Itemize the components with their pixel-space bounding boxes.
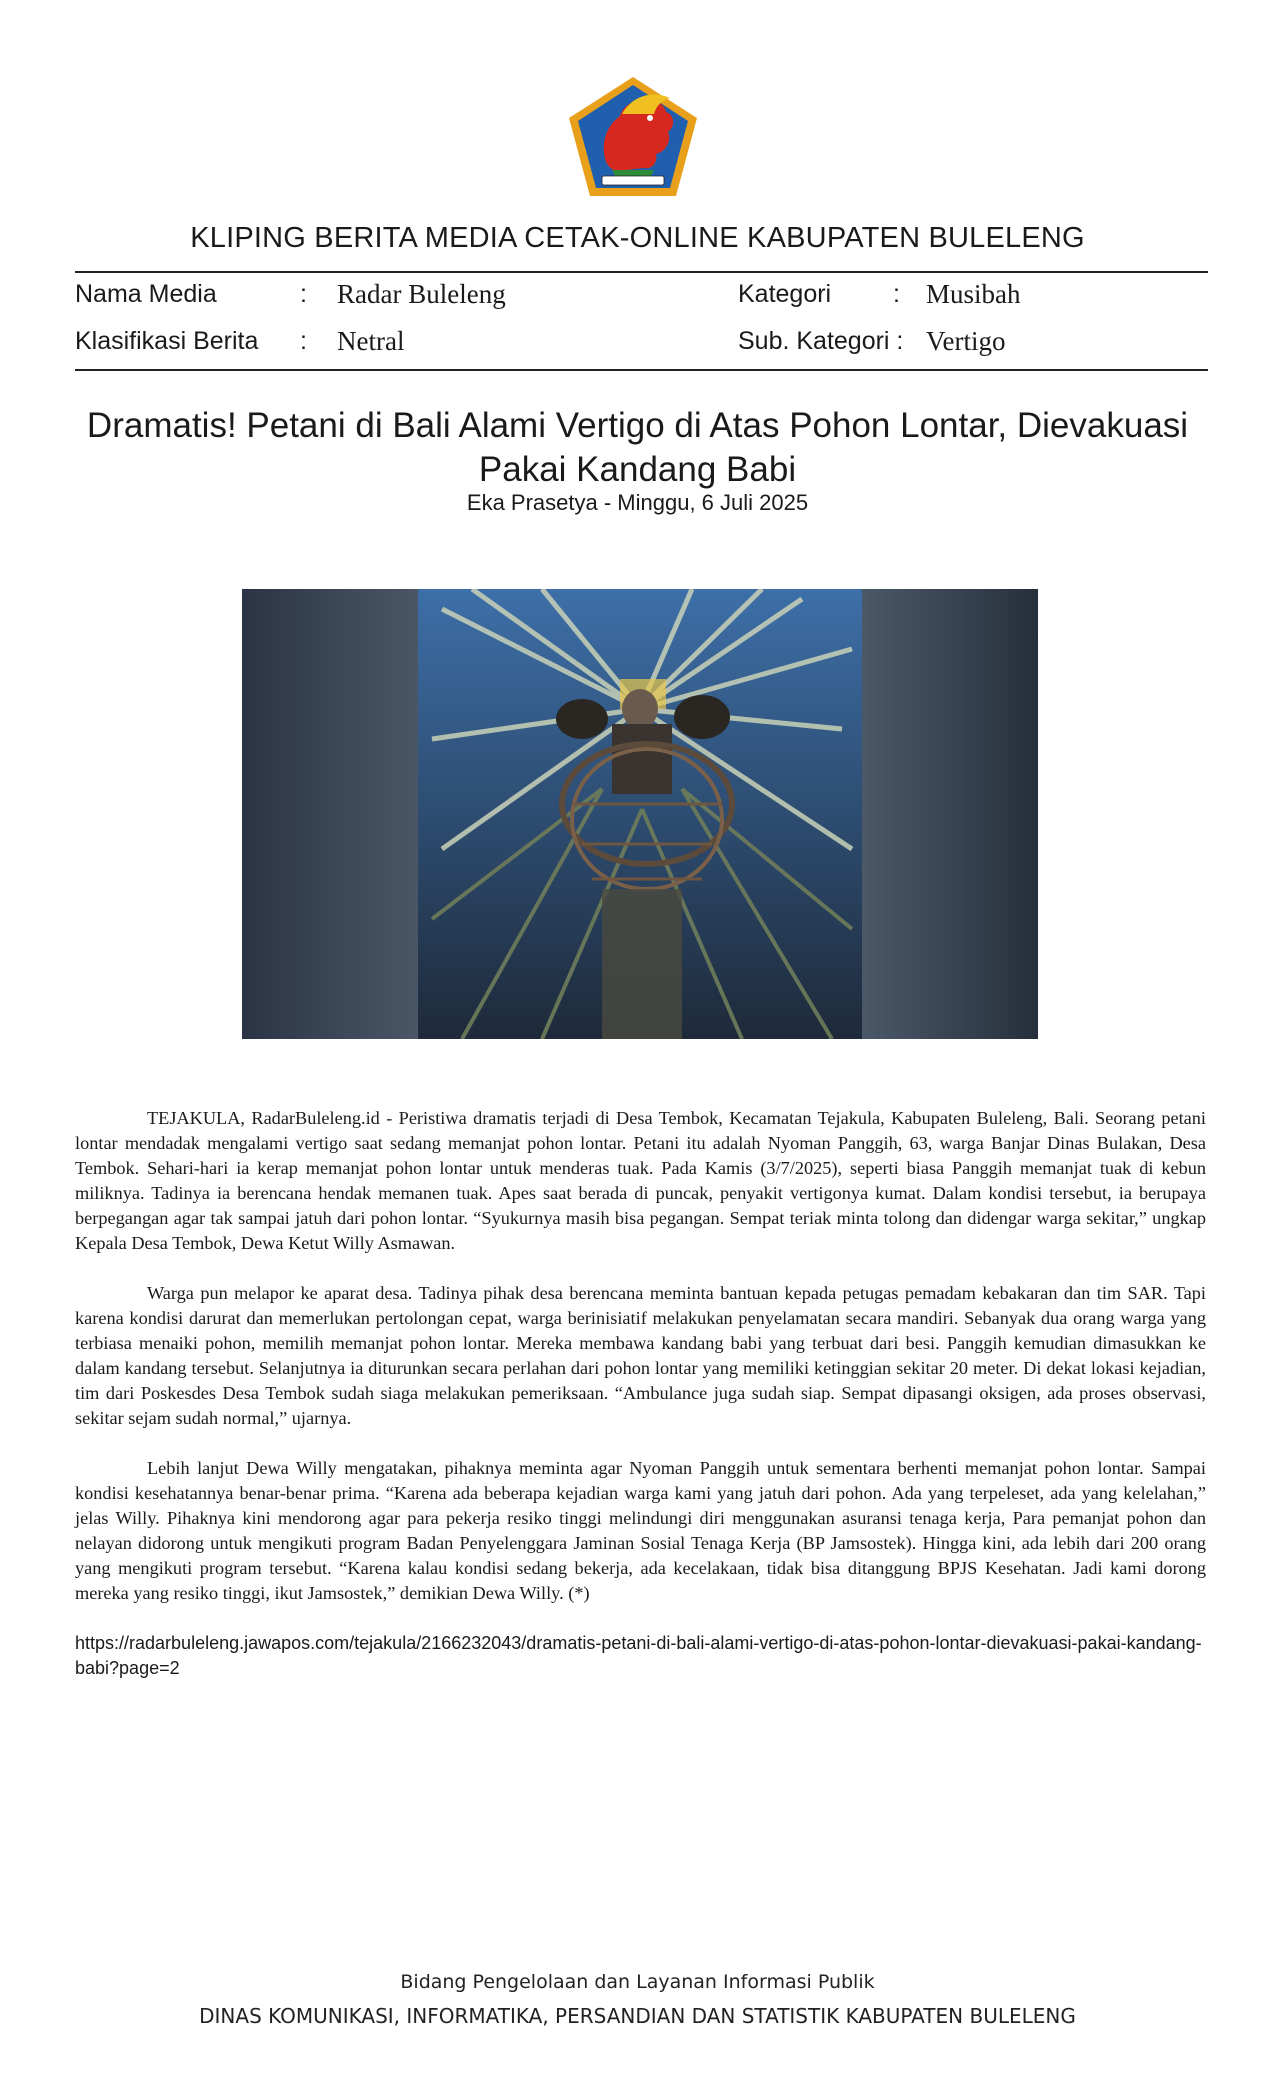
article-paragraph: Lebih lanjut Dewa Willy mengatakan, pihaknya meminta agar Nyoman Panggih untuk sementara berhenti memanjat pohon lontar. Sampai kondisi kesehatannya benar-benar prima. “Karena ada beberapa kejadian warga kami yang jatuh dari pohon. Ada yang terpeleset, ada yang kelelahan,” jelas Willy. Pihaknya kini mendorong agar para pekerja resiko tinggi melindungi diri menggunakan asuransi tenaga kerja, Para pemanjat pohon dan nelayan didorong untuk mengikuti program Badan Penyelenggara Jaminan Sosial Tenaga Kerja (BP Jamsostek). Hingga kini, ada lebih dari 200 orang yang mengikuti program tersebut. “Karena kalau kondisi sedang bekerja, ada kecelakaan, tidak bisa ditanggung BPJS Kesehatan. Jadi kami dorong mereka yang resiko tinggi, ikut Jamsostek,” demikian Dewa Willy. (*)	[75, 1458, 1206, 1603]
buleleng-crest-logo	[566, 74, 700, 200]
klasifikasi-label: Klasifikasi Berita	[75, 327, 259, 355]
clipping-header-title: KLIPING BERITA MEDIA CETAK-ONLINE KABUPATEN BULELENG	[190, 222, 1085, 254]
article-photo	[242, 589, 1038, 1039]
klasifikasi-value: Netral	[337, 326, 405, 356]
sub-kategori-label: Sub. Kategori :	[738, 327, 904, 355]
article-byline: Eka Prasetya - Minggu, 6 Juli 2025	[466, 490, 809, 515]
kategori-label: Kategori	[738, 280, 832, 308]
meta-row-media	[75, 276, 1208, 316]
source-url-link[interactable]: https://radarbuleleng.jawapos.com/tejakula/2166232043/dramatis-petani-di-bali-alami-vertigo-di-atas-pohon-lontar-dievakuasi-pakai-kandang-babi?page=2	[75, 1633, 1202, 1678]
header-divider-top	[75, 271, 1208, 273]
article-paragraph: Warga pun melapor ke aparat desa. Tadinya pihak desa berencana meminta bantuan kepada petugas pemadam kebakaran dan tim SAR. Tapi karena kondisi darurat dan memerlukan pertolongan cepat, warga berinisiatif melakukan penyelamatan secara mandiri. Sebanyak dua orang warga yang terbiasa menaiki pohon, memilih memanjat pohon lontar. Mereka membawa kandang babi yang terbuat dari besi. Panggih kemudian dimasukkan ke dalam kandang tersebut. Selanjutnya ia diturunkan secara perlahan dari pohon lontar yang memiliki ketinggian sekitar 20 meter. Di dekat lokasi kejadian, tim dari Poskesdes Desa Tembok sudah siaga melakukan pemeriksaan. “Ambulance juga sudah siap. Sempat dipasangi oksigen, ada proses observasi, sekitar sejam sudah normal,” ujarnya.	[75, 1283, 1206, 1428]
meta-row-klasifikasi	[75, 323, 1208, 363]
colon: :	[300, 280, 307, 308]
sub-kategori-value: Vertigo	[926, 326, 1006, 356]
nama-media-value: Radar Buleleng	[337, 279, 506, 309]
footer-division: Bidang Pengelolaan dan Layanan Informasi Publik	[400, 1971, 875, 1993]
colon: :	[893, 280, 900, 308]
footer-agency: DINAS KOMUNIKASI, INFORMATIKA, PERSANDIAN DAN STATISTIK KABUPATEN BULELENG	[199, 2004, 1076, 2028]
article-headline: Dramatis! Petani di Bali Alami Vertigo di Atas Pohon Lontar, Dievakuasi Pakai Kandang Babi	[86, 406, 1189, 489]
colon: :	[300, 327, 307, 355]
article-body	[75, 1106, 1206, 1706]
kategori-value: Musibah	[926, 279, 1021, 309]
header-divider-bottom	[75, 369, 1208, 371]
article-paragraph: TEJAKULA, RadarBuleleng.id - Peristiwa dramatis terjadi di Desa Tembok, Kecamatan Tejakula, Kabupaten Buleleng, Bali. Seorang petani lontar mendadak mengalami vertigo saat sedang memanjat pohon lontar. Petani itu adalah Nyoman Panggih, 63, warga Banjar Dinas Bulakan, Desa Tembok. Sehari-hari ia kerap memanjat pohon lontar untuk menderas tuak. Pada Kamis (3/7/2025), seperti biasa Panggih memanjat tuak di kebun miliknya. Tadinya ia berencana hendak memanen tuak. Apes saat berada di puncak, penyakit vertigonya kumat. Dalam kondisi tersebut, ia berupaya berpegangan agar tak sampai jatuh dari pohon lontar. “Syukurnya masih bisa pegangan. Sempat teriak minta tolong dan didengar warga sekitar,” ungkap Kepala Desa Tembok, Dewa Ketut Willy Asmawan.	[75, 1108, 1206, 1253]
nama-media-label: Nama Media	[75, 280, 217, 308]
